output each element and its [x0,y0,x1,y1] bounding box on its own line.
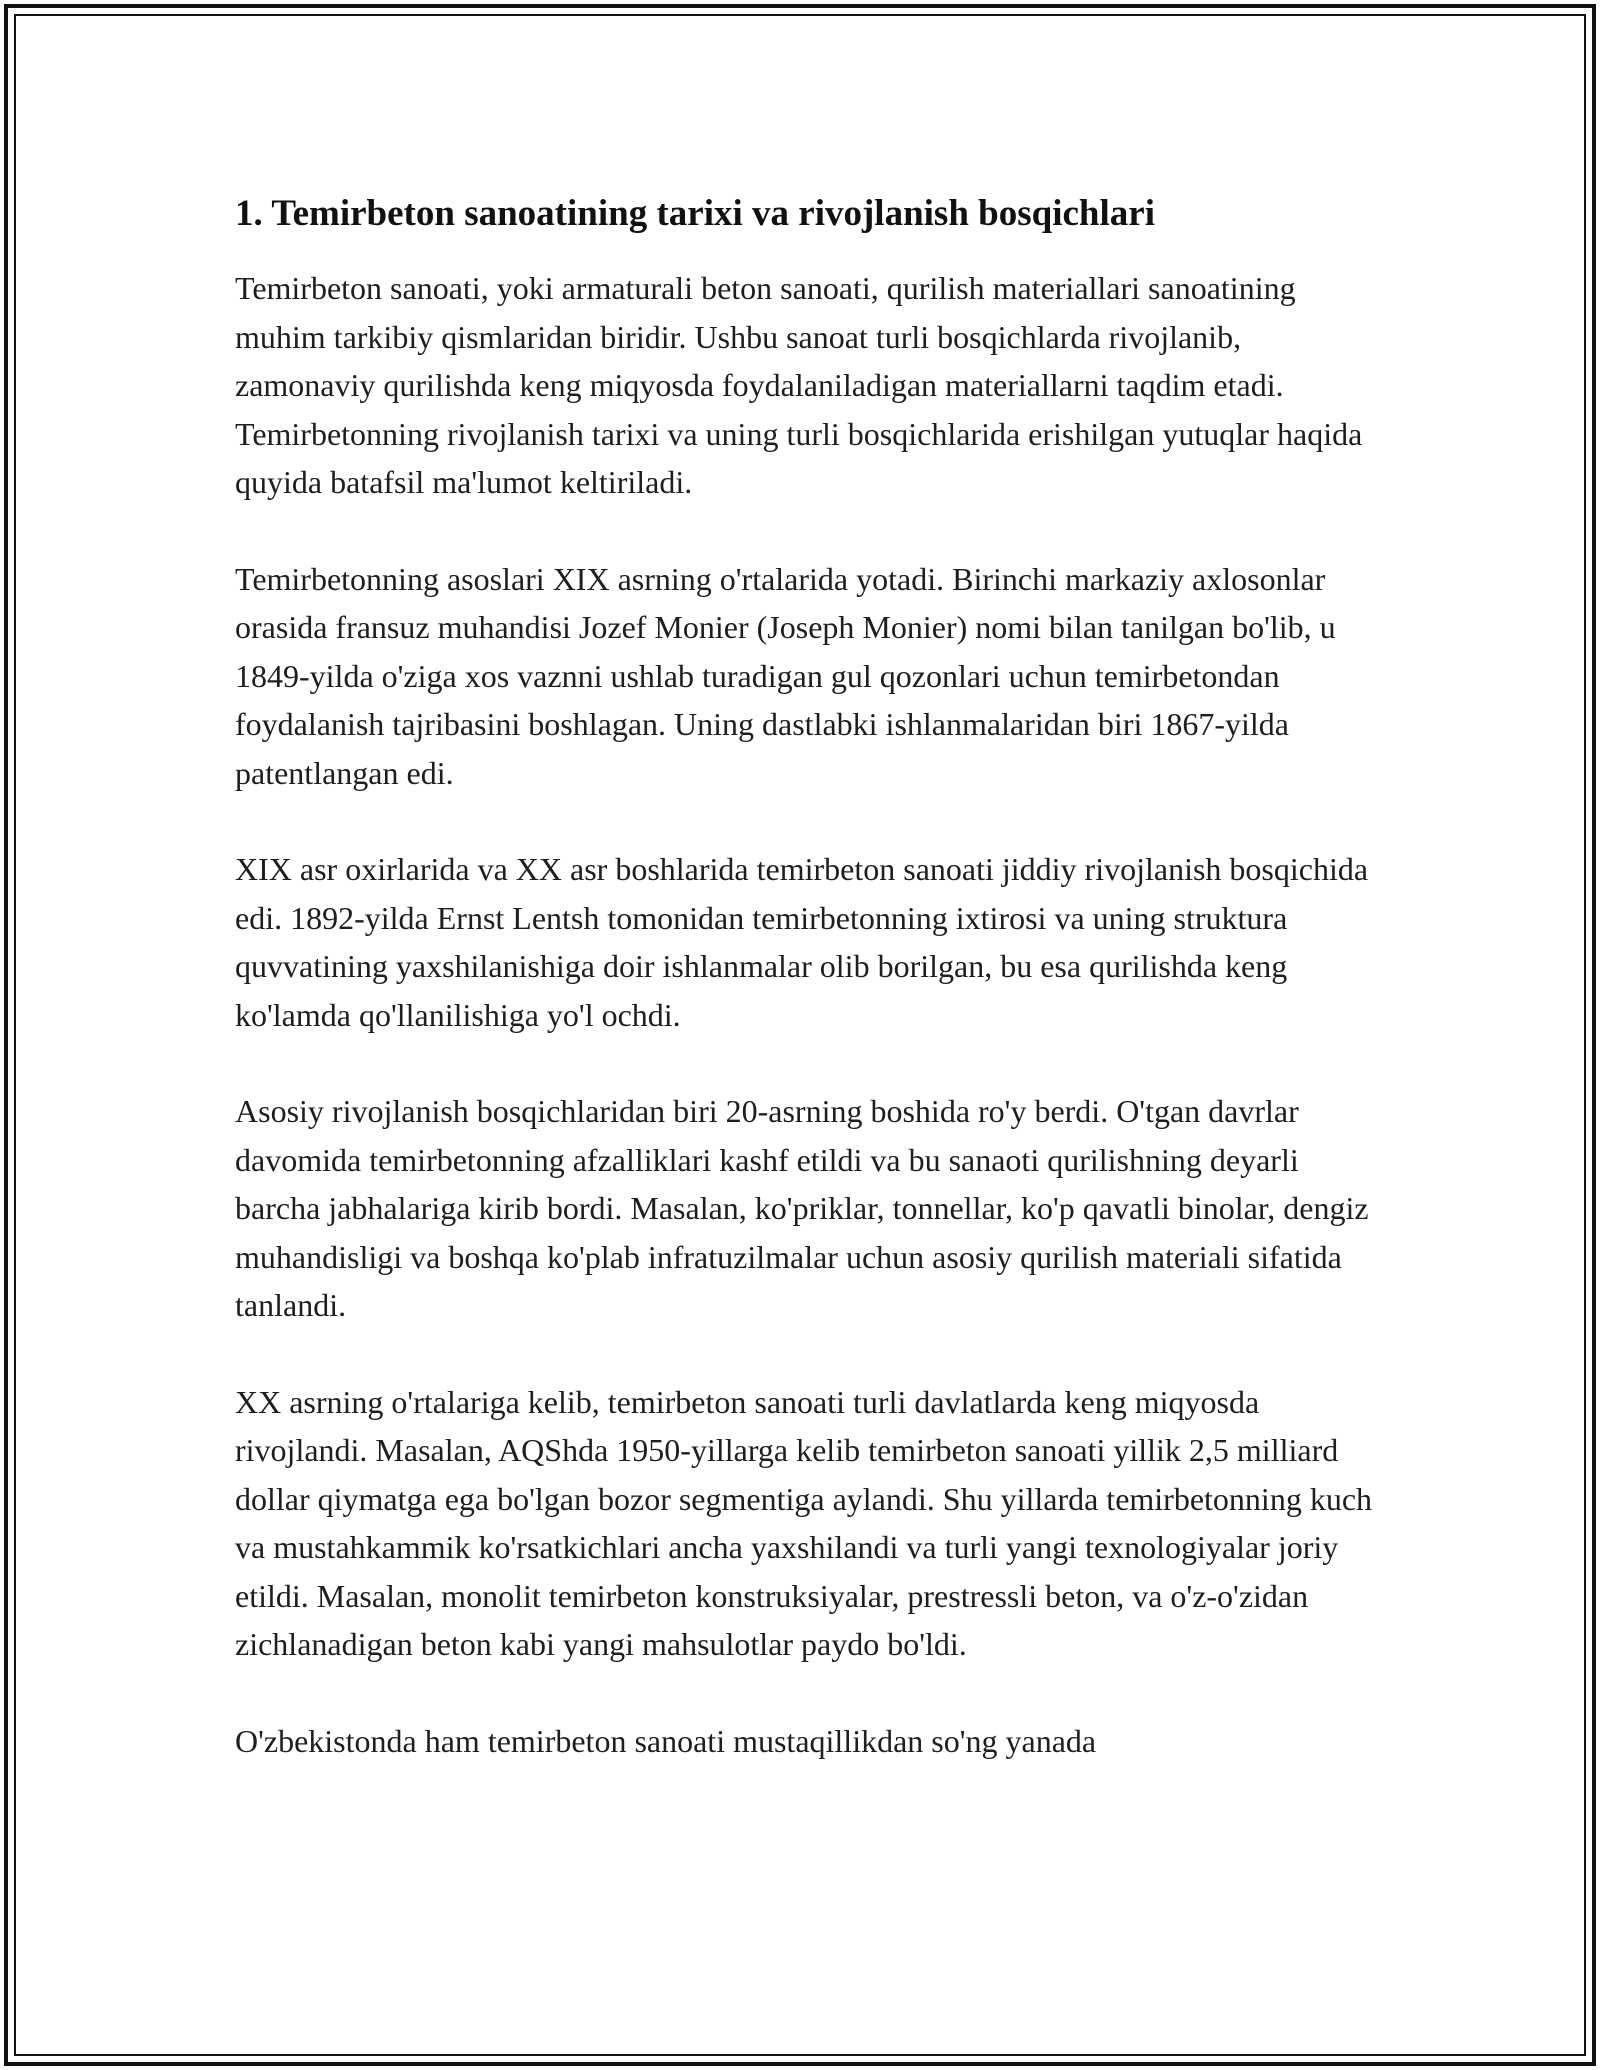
paragraph-origins: Temirbetonning asoslari XIX asrning o'rtalarida yotadi. Birinchi markaziy axlosonlar orasida fransuz muhandisi Jozef Monier (Joseph Monier) nomi bilan tanilgan bo'lib, u 1849-yilda o'ziga xos vaznni ushlab turadigan gul qozonlari uchun temirbetondan foydalanish tajribasini boshlagan. Uning dastlabki ishlanmalaridan biri 1867-yilda patentlangan edi. [235,560,1336,791]
paragraph-uzbekistan: O'zbekistonda ham temirbeton sanoati mustaqillikdan so'ng yanada [235,1722,1097,1759]
paragraph-20th-century: Asosiy rivojlanish bosqichlaridan biri 20-asrning boshida ro'y berdi. O'tgan davrlar davomida temirbetonning afzalliklari kashf etildi va bu sanaoti qurilishning deyarli barcha jabhalariga kirib bordi. Masalan, ko'priklar, tonnellar, ko'p qavatli binolar, dengiz muhandisligi va boshqa ko'plab infratuzilmalar uchun asosiy qurilish materiali sifatida tanlandi. [235,1093,1369,1323]
paragraph-mid-20th-century: XX asrning o'rtalariga kelib, temirbeton sanoati turli davlatlarda keng miqyosda rivojlandi. Masalan, AQShda 1950-yillarga kelib temirbeton sanoati yillik 2,5 milliard dollar qiymatga ega bo'lgan bozor segmentiga aylandi. Shu yillarda temirbetonning kuch va mustahkammik ko'rsatkichlari ancha yaxshilandi va turli yangi texnologiyalar joriy etildi. Masalan, monolit temirbeton konstruksiyalar, prestressli beton, va o'z-o'zidan zichlanadigan beton kabi yangi mahsulotlar paydo bo'ldi. [235,1383,1373,1662]
paragraph-late-19th-century: XIX asr oxirlarida va XX asr boshlarida temirbeton sanoati jiddiy rivojlanish bosqichida edi. 1892-yilda Ernst Lentsh tomonidan temirbetonning ixtirosi va uning struktura quvvatining yaxshilanishiga doir ishlanmalar olib borilgan, bu esa qurilishda keng ko'lamda qo'llanilishiga yo'l ochdi. [235,851,1369,1033]
document-body [235,186,1385,1813]
section-heading: 1. Temirbeton sanoatining tarixi va rivojlanish bosqichlari [235,193,1155,234]
paragraph-intro: Temirbeton sanoati, yoki armaturali beton sanoati, qurilish materiallari sanoatining muhim tarkibiy qismlaridan biridir. Ushbu sanoat turli bosqichlarda rivojlanib, zamonaviy qurilishda keng miqyosda foydalaniladigan materiallarni taqdim etadi. Temirbetonning rivojlanish tarixi va uning turli bosqichlarida erishilgan yutuqlar haqida quyida batafsil ma'lumot keltiriladi. [235,270,1363,500]
